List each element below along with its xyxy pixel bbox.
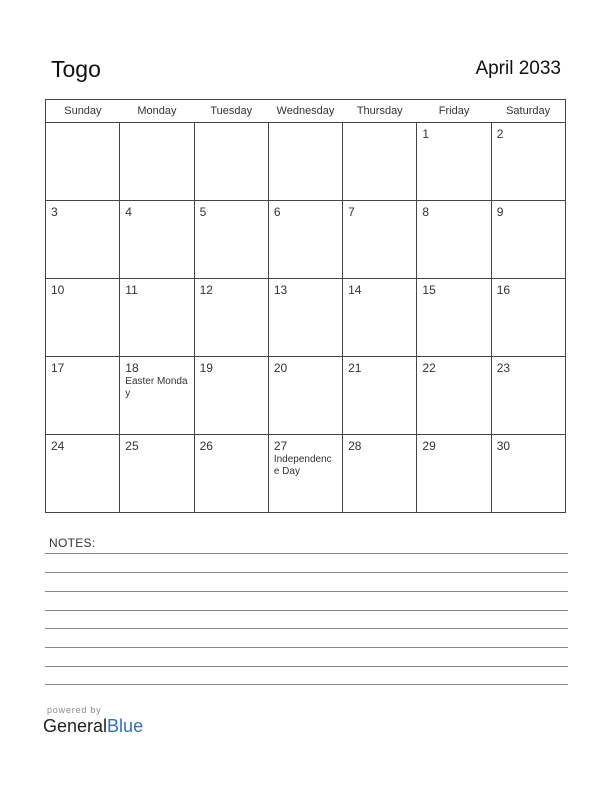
day-cell-18 [120,357,194,435]
notes-line [45,553,568,554]
day-number: 19 [199,361,213,375]
week-row [46,201,566,279]
day-number: 2 [496,127,504,141]
empty-day-cell [268,123,342,201]
notes-label: NOTES: [49,536,96,550]
weekday-header-row [46,100,566,123]
generalblue-logo[interactable] [43,716,143,737]
day-cell-6 [268,201,342,279]
notes-line [45,684,568,685]
day-number: 27 [273,439,288,453]
weekday-saturday: Saturday [491,100,565,123]
day-number: 14 [348,283,362,297]
day-number: 25 [125,439,139,453]
day-cell-13 [268,279,342,357]
notes-line [45,666,568,667]
day-number: 24 [51,439,65,453]
empty-day-cell [120,123,194,201]
weekday-tuesday: Tuesday [194,100,268,123]
weekday-friday: Friday [417,100,491,123]
day-number: 9 [496,205,504,219]
empty-day-cell [46,123,120,201]
day-cell-27 [268,435,342,513]
day-cell-19 [194,357,268,435]
weekday-monday: Monday [120,100,194,123]
day-number: 21 [348,361,362,375]
holiday-label: Independence Day [273,454,332,477]
day-cell-24 [46,435,120,513]
day-cell-12 [194,279,268,357]
holiday-label: Easter Monday [125,376,188,399]
day-cell-7 [343,201,417,279]
weekday-wednesday: Wednesday [268,100,342,123]
empty-day-cell [343,123,417,201]
day-number: 26 [199,439,213,453]
notes-line [45,610,568,611]
day-number: 6 [273,205,281,219]
calendar-grid [45,99,566,513]
day-cell-14 [343,279,417,357]
day-number: 23 [496,361,511,375]
notes-line [45,591,568,592]
week-row [46,435,566,513]
day-number: 4 [125,205,132,219]
day-number: 20 [273,361,288,375]
day-number: 7 [348,205,355,219]
day-cell-28 [343,435,417,513]
brand-part2: Blue [107,716,144,736]
notes-line [45,572,568,573]
notes-line [45,628,568,629]
day-number: 13 [273,283,288,297]
day-number: 10 [51,283,65,297]
week-row [46,357,566,435]
day-number: 28 [348,439,362,453]
day-number: 17 [51,361,65,375]
day-cell-3 [46,201,120,279]
day-number: 30 [496,439,511,453]
day-number: 5 [199,205,207,219]
day-number: 8 [422,205,430,219]
day-cell-21 [343,357,417,435]
day-number: 15 [422,283,436,297]
day-cell-8 [417,201,491,279]
day-cell-2 [491,123,565,201]
week-row [46,279,566,357]
day-number: 18 [125,361,139,375]
day-number: 11 [125,283,138,297]
day-cell-15 [417,279,491,357]
day-cell-20 [268,357,342,435]
day-cell-9 [491,201,565,279]
country-title: Togo [51,56,101,82]
day-cell-29 [417,435,491,513]
week-row [46,123,566,201]
weekday-thursday: Thursday [343,100,417,123]
day-cell-30 [491,435,565,513]
day-cell-25 [120,435,194,513]
day-cell-17 [46,357,120,435]
powered-by-text: powered by [47,705,102,715]
day-cell-11 [120,279,194,357]
day-cell-5 [194,201,268,279]
day-cell-10 [46,279,120,357]
day-cell-1 [417,123,491,201]
day-number: 29 [422,439,436,453]
weekday-sunday: Sunday [46,100,120,123]
day-number: 3 [51,205,58,219]
month-year-title: April 2033 [475,58,561,79]
day-cell-16 [491,279,565,357]
notes-line [45,647,568,648]
empty-day-cell [194,123,268,201]
brand-part1: General [43,716,108,736]
day-number: 22 [422,361,436,375]
day-number: 16 [496,283,511,297]
day-cell-23 [491,357,565,435]
day-cell-4 [120,201,194,279]
day-cell-26 [194,435,268,513]
day-number: 12 [199,283,213,297]
day-cell-22 [417,357,491,435]
day-number: 1 [422,127,430,141]
